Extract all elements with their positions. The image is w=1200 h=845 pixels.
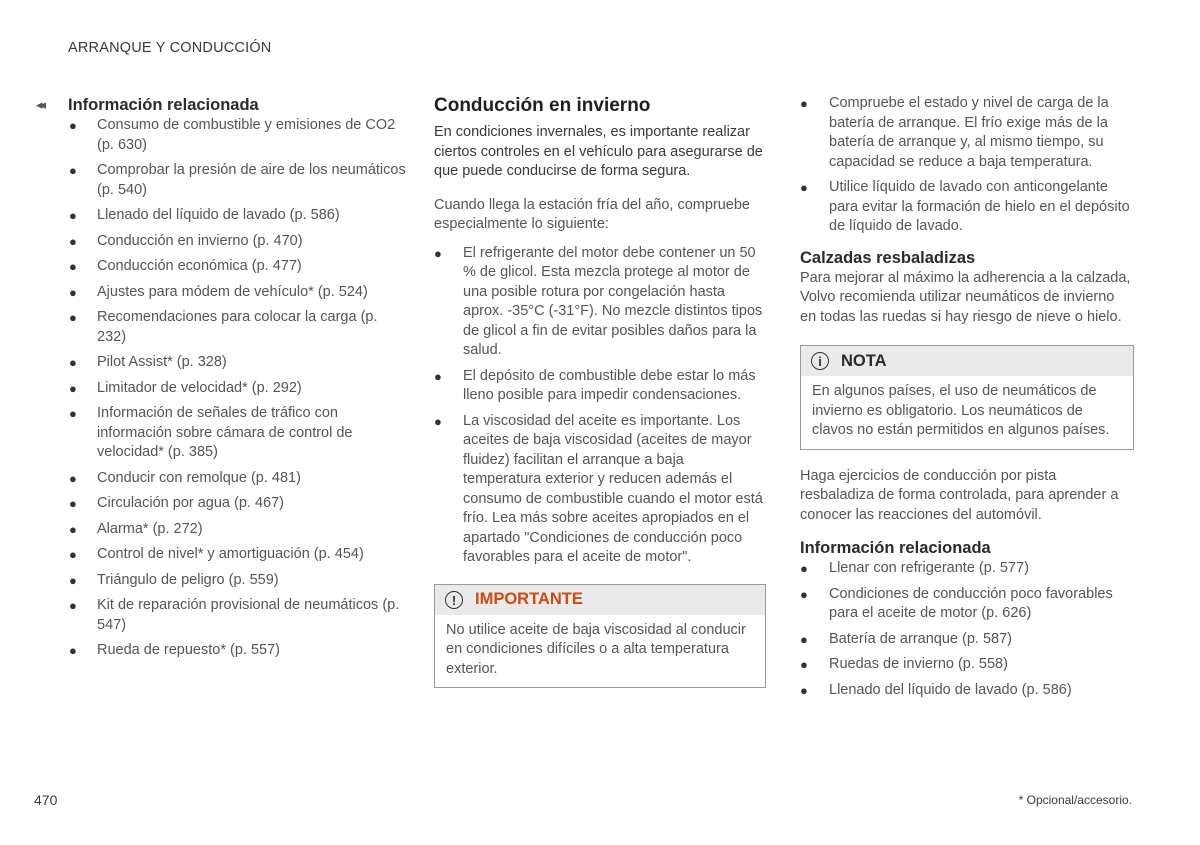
bullet-icon: ● (800, 631, 808, 647)
note-box-text: En algunos países, el uso de neumáticos de invierno es obligatorio. Los neumáticos de clavos no están permitidos en algunos países. (812, 383, 1110, 438)
list-item[interactable]: ● Llenar con refrigerante (p. 577) (800, 559, 1134, 579)
bullet-icon: ● (69, 547, 77, 562)
bullet-icon: ● (800, 561, 808, 576)
bullet-icon: ● (69, 598, 77, 613)
bullet-icon: ● (69, 406, 77, 421)
list-item[interactable]: ● Ajustes para módem de vehículo* (p. 524) (36, 283, 406, 303)
bullet-icon: ● (69, 470, 77, 486)
list-item[interactable]: ● Comprobar la presión de aire de los neumáticos (p. 540) (69, 162, 406, 198)
bullet-icon: ● (69, 643, 77, 658)
checklist (434, 244, 766, 568)
related-info-heading: Información relacionada (68, 96, 259, 114)
winter-driving-column (434, 94, 766, 688)
related-links-list (800, 559, 1134, 700)
list-item[interactable]: ● Llenado del líquido de lavado (p. 586) (36, 206, 406, 226)
bullet-icon: ● (800, 586, 808, 602)
bullet-icon: ● (800, 682, 808, 698)
footnote: * Opcional/accesorio. (1018, 793, 1132, 807)
list-item[interactable]: ● Ruedas de invierno (p. 558) (800, 655, 1134, 675)
bullet-icon: ● (69, 163, 77, 178)
bullet-icon: ● (69, 355, 77, 370)
bullet-icon: ● (69, 572, 77, 588)
list-item[interactable]: ● Información de señales de tráfico con información sobre cámara de control de velocidad* (p. 385) (69, 405, 353, 460)
section-title: Conducción en invierno (434, 95, 651, 116)
list-item[interactable]: ● Control de nivel* y amortiguación (p. 454) (36, 545, 406, 565)
related-info-column (36, 94, 406, 667)
info-icon: i (811, 352, 829, 370)
bullet-icon: ● (800, 657, 808, 672)
warning-icon: ! (445, 591, 463, 609)
list-item: ● Utilice líquido de lavado con anticongelante para evitar la formación de hielo en el depósito de líquido de lavado. (800, 179, 1130, 234)
bullet-icon: ● (434, 368, 442, 384)
list-item[interactable]: ● Alarma* (p. 272) (36, 520, 406, 540)
list-item: ● El depósito de combustible debe estar lo más lleno posible para impedir condensaciones. (434, 367, 756, 403)
bullet-icon: ● (69, 310, 77, 325)
bullet-icon: ● (69, 521, 77, 537)
winter-driving-column-continued (800, 94, 1134, 706)
note-box (800, 345, 1134, 450)
note-box-title: i NOTA (801, 346, 1133, 376)
list-item[interactable]: ● Consumo de combustible y emisiones de CO2 (p. 630) (69, 117, 396, 153)
list-item[interactable]: ● Rueda de repuesto* (p. 557) (36, 641, 406, 661)
bullet-icon: ● (69, 259, 77, 274)
list-item: ● El refrigerante del motor debe contener un 50 % de glicol. Esta mezcla protege al motor de una posible rotura por congelación hasta aprox. -35°C (-31°F). No mezcle distintos tipos de glicol a fin de evitar posibles daños para la salud. (434, 244, 763, 358)
list-item[interactable]: ● Triángulo de peligro (p. 559) (36, 571, 406, 591)
related-info-heading: Información relacionada (800, 539, 991, 557)
bullet-icon: ● (800, 180, 808, 195)
running-header: ARRANQUE Y CONDUCCIÓN (68, 40, 272, 56)
list-item[interactable]: ● Conducir con remolque (p. 481) (36, 469, 406, 489)
list-item: ● La viscosidad del aceite es importante. Los aceites de baja viscosidad (aceites de mayor fluidez) facilitan el arranque a baja temperatura exterior y reducen además el consumo de combustible cuando el motor está frío. Lea más sobre aceites apropiados en el apartado "Condiciones de conducción poco favorables para el aceite de motor". (434, 412, 763, 565)
section-lead: En condiciones invernales, es importante realizar ciertos controles en el vehículo para asegurarse de que puede conducirse de forma segura. (434, 124, 763, 179)
list-item[interactable]: ● Conducción económica (p. 477) (36, 257, 406, 277)
checklist-continued (800, 94, 1134, 237)
list-item[interactable]: ● Condiciones de conducción poco favorables para el aceite de motor (p. 626) (800, 585, 1113, 621)
bullet-icon: ● (69, 208, 77, 223)
list-item[interactable]: ● Circulación por agua (p. 467) (36, 494, 406, 514)
list-item[interactable]: ● Kit de reparación provisional de neumáticos (p. 547) (69, 597, 400, 633)
bullet-icon: ● (434, 245, 442, 261)
list-item[interactable]: ● Limitador de velocidad* (p. 292) (36, 379, 406, 399)
related-links-list (36, 116, 406, 661)
bullet-icon: ● (69, 380, 77, 396)
important-box-title: ! IMPORTANTE (435, 585, 765, 615)
list-item: ● Compruebe el estado y nivel de carga de la batería de arranque. El frío exige más de la batería de arranque y, al mismo tiempo, su capacidad se reduce a baja temperatura. (800, 95, 1109, 170)
bullet-icon: ● (69, 496, 77, 511)
bullet-icon: ● (434, 413, 442, 429)
bullet-icon: ● (69, 284, 77, 300)
practice-text: Haga ejercicios de conducción por pista resbaladiza de forma controlada, para aprender a conocer las reacciones del automóvil. (800, 467, 1119, 523)
important-box (434, 584, 766, 689)
list-item[interactable]: ● Recomendaciones para colocar la carga (p. 232) (69, 309, 378, 345)
list-item[interactable]: ● Batería de arranque (p. 587) (800, 630, 1134, 650)
slippery-roads-heading: Calzadas resbaladizas (800, 248, 976, 267)
slippery-roads-text: Para mejorar al máximo la adherencia a la calzada, Volvo recomienda utilizar neumáticos de invierno en todas las ruedas si hay riesgo de nieve o hielo. (800, 269, 1131, 325)
bullet-icon: ● (69, 118, 77, 133)
list-item[interactable]: ● Llenado del líquido de lavado (p. 586) (800, 681, 1134, 701)
list-item[interactable]: ● Pilot Assist* (p. 328) (36, 353, 406, 373)
list-item[interactable]: ● Conducción en invierno (p. 470) (36, 232, 406, 252)
page-number: 470 (34, 792, 58, 808)
important-box-text: No utilice aceite de baja viscosidad al conducir en condiciones difíciles o a alta temperatura exterior. (446, 621, 746, 677)
bullet-icon: ● (69, 233, 77, 249)
double-chevron-left-icon[interactable]: ◂◂ (36, 97, 44, 112)
intro-paragraph: Cuando llega la estación fría del año, compruebe especialmente lo siguiente: (434, 196, 750, 232)
bullet-icon: ● (800, 96, 808, 111)
